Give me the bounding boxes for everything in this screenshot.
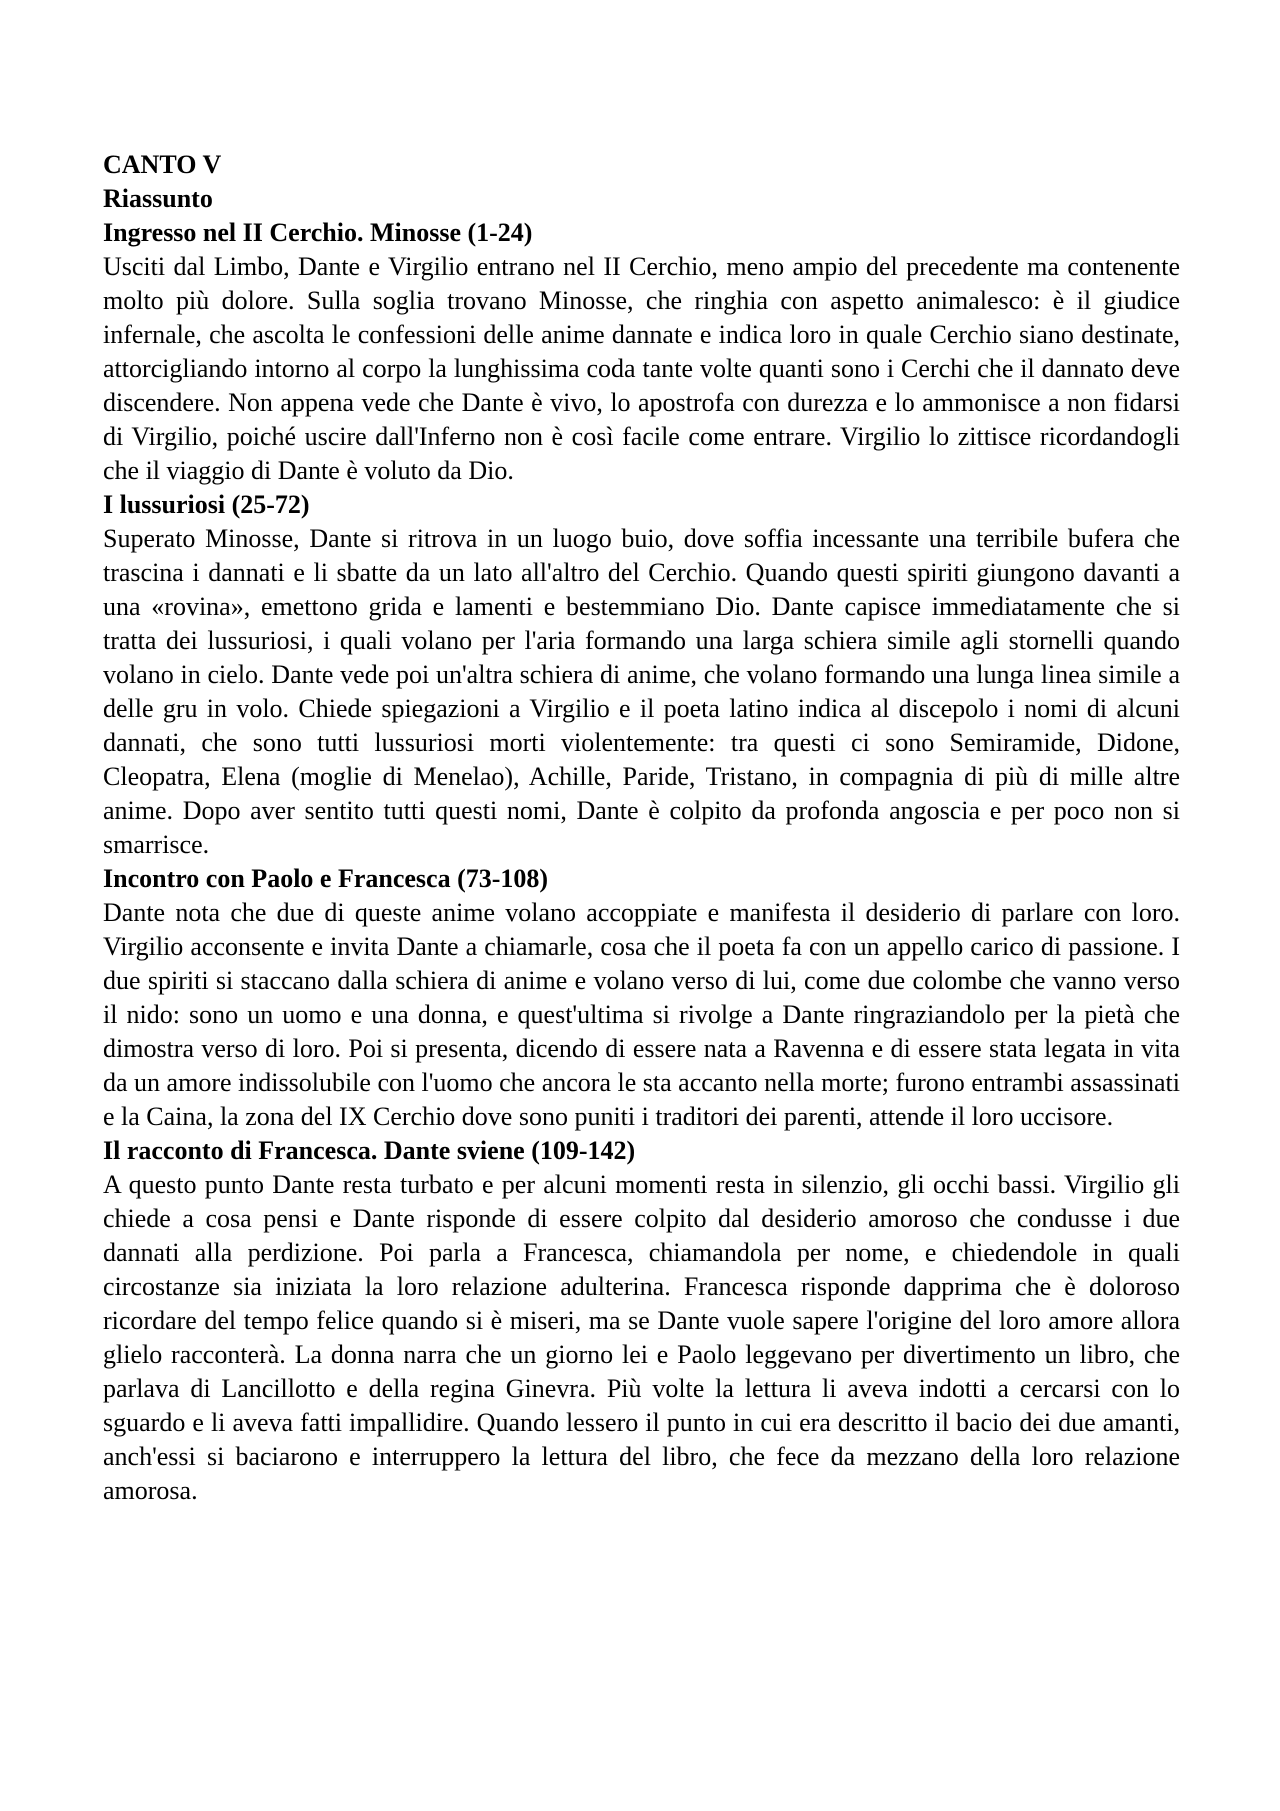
section-paragraph: A questo punto Dante resta turbato e per alcuni momenti resta in silenzio, gli occhi bassi. Virgilio gli chiede a cosa pensi e Dante risponde di essere colpito dal desiderio amoroso che condusse i due dannati alla perdizione. Poi parla a Francesca, chiamandola per nome, e chiedendole in quali circostanze sia iniziata la loro relazione adulterina. Francesca risponde dapprima che è doloroso ricordare del tempo felice quando si è miseri, ma se Dante vuole sapere l'origine del loro amore allora glielo racconterà. La donna narra che un giorno lei e Paolo leggevano per divertimento un libro, che parlava di Lancillotto e della regina Ginevra. Più volte la lettura li aveva indotti a cercarsi con lo sguardo e li aveva fatti impallidire. Quando lessero il punto in cui era descritto il bacio dei due amanti, anch'essi si baciarono e interruppero la lettura del libro, che fece da mezzano della loro relazione amorosa. bbox=[103, 1170, 1180, 1505]
page-title: CANTO V bbox=[103, 150, 222, 179]
section-lussuriosi bbox=[103, 488, 1180, 862]
section-paolo-francesca bbox=[103, 862, 1180, 1134]
section-racconto-francesca bbox=[103, 1134, 1180, 1508]
section-paragraph: Dante nota che due di queste anime volano accoppiate e manifesta il desiderio di parlare con loro. Virgilio acconsente e invita Dante a chiamarle, cosa che il poeta fa con un appello carico di passione. I due spiriti si staccano dalla schiera di anime e volano verso di lui, come due colombe che vanno verso il nido: sono un uomo e una donna, e quest'ultima si rivolge a Dante ringraziandolo per la pietà che dimostra verso di loro. Poi si presenta, dicendo di essere nata a Ravenna e di essere stata legata in vita da un amore indissolubile con l'uomo che ancora le sta accanto nella morte; furono entrambi assassinati e la Caina, la zona del IX Cerchio dove sono puniti i traditori dei parenti, attende il loro uccisore. bbox=[103, 898, 1180, 1131]
section-paragraph: Superato Minosse, Dante si ritrova in un luogo buio, dove soffia incessante una terribile bufera che trascina i dannati e li sbatte da un lato all'altro del Cerchio. Quando questi spiriti giungono davanti a una «rovina», emettono grida e lamenti e bestemmiano Dio. Dante capisce immediatamente che si tratta dei lussuriosi, i quali volano per l'aria formando una larga schiera simile agli stornelli quando volano in cielo. Dante vede poi un'altra schiera di anime, che volano formando una lunga linea simile a delle gru in volo. Chiede spiegazioni a Virgilio e il poeta latino indica al discepolo i nomi di alcuni dannati, che sono tutti lussuriosi morti violentemente: tra questi ci sono Semiramide, Didone, Cleopatra, Elena (moglie di Menelao), Achille, Paride, Tristano, in compagnia di più di mille altre anime. Dopo aver sentito tutti questi nomi, Dante è colpito da profonda angoscia e per poco non si smarrisce. bbox=[103, 524, 1180, 859]
page-subtitle: Riassunto bbox=[103, 184, 213, 213]
section-heading: I lussuriosi (25-72) bbox=[103, 490, 310, 519]
section-heading: Ingresso nel II Cerchio. Minosse (1-24) bbox=[103, 218, 533, 247]
section-heading: Incontro con Paolo e Francesca (73-108) bbox=[103, 864, 549, 893]
section-ingresso bbox=[103, 216, 1180, 488]
section-heading: Il racconto di Francesca. Dante sviene (109-142) bbox=[103, 1136, 636, 1165]
section-paragraph: Usciti dal Limbo, Dante e Virgilio entrano nel II Cerchio, meno ampio del precedente ma contenente molto più dolore. Sulla soglia trovano Minosse, che ringhia con aspetto animalesco: è il giudice infernale, che ascolta le confessioni delle anime dannate e indica loro in quale Cerchio siano destinate, attorcigliando intorno al corpo la lunghissima coda tante volte quanti sono i Cerchi che il dannato deve discendere. Non appena vede che Dante è vivo, lo apostrofa con durezza e lo ammonisce a non fidarsi di Virgilio, poiché uscire dall'Inferno non è così facile come entrare. Virgilio lo zittisce ricordandogli che il viaggio di Dante è voluto da Dio. bbox=[103, 252, 1180, 485]
